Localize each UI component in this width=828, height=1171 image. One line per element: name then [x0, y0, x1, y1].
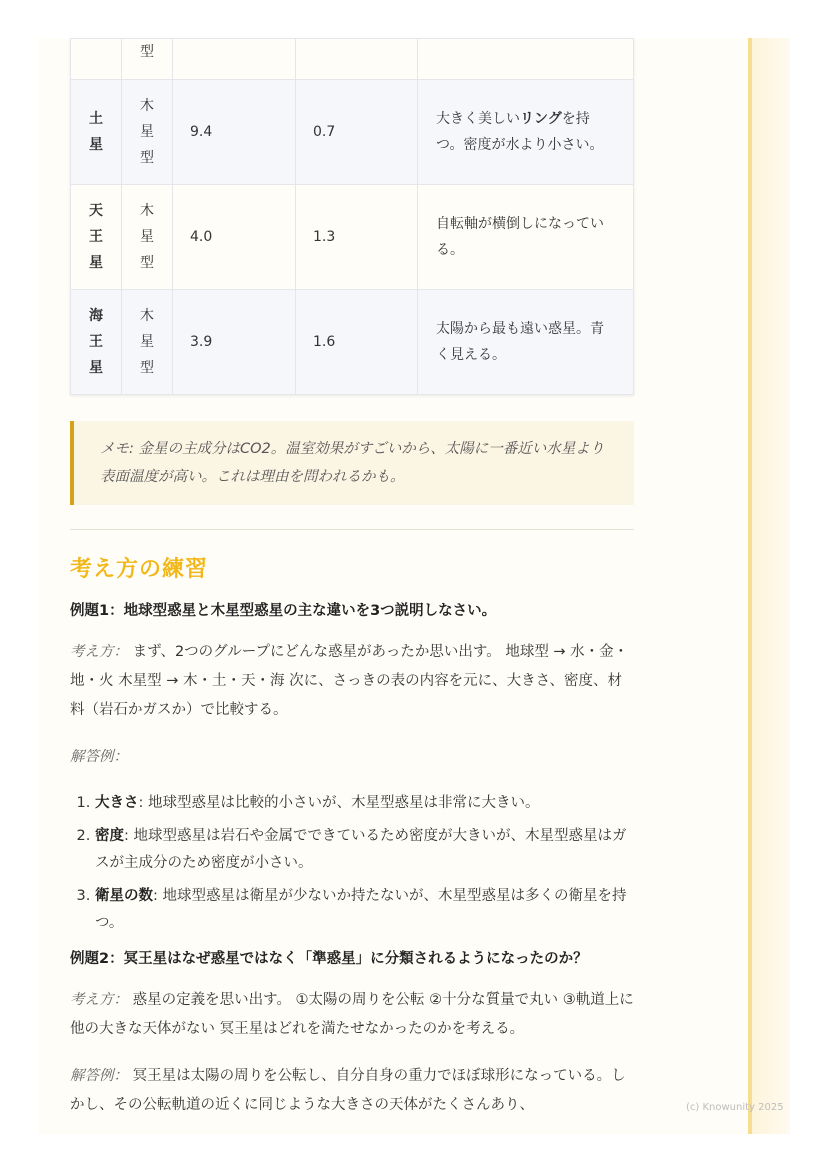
vertical-char: 星	[140, 334, 154, 350]
planet-name-cell	[71, 290, 122, 395]
planet-name-cell	[71, 39, 122, 80]
vertical-char: 星	[89, 137, 103, 153]
thinking-text: 惑星の定義を思い出す。 ①太陽の周りを公転 ②十分な質量で丸い ③軌道上に他の大きな天体がない 冥王星はどれを満たせなかったのかを考える。	[70, 992, 634, 1037]
diameter-cell	[173, 39, 296, 80]
table-row	[71, 290, 634, 395]
planet-name-cell	[71, 185, 122, 290]
answer-term: 大きさ	[95, 795, 139, 811]
feature-cell	[418, 39, 634, 80]
vertical-char: 星	[89, 360, 103, 376]
table-row	[71, 39, 634, 80]
planet-name-cell	[71, 80, 122, 185]
answer-text: : 地球型惑星は衛星が少ないか持たないが、木星型惑星は多くの衛星を持つ。	[95, 888, 627, 931]
example2-thinking	[70, 986, 634, 1044]
answer-term: 密度	[95, 828, 124, 844]
feature-cell	[418, 80, 634, 185]
planet-type-cell	[122, 80, 173, 185]
diameter-cell: 4.0	[173, 185, 296, 290]
planet-type	[122, 198, 172, 276]
density-cell	[296, 39, 418, 80]
vertical-char: 型	[140, 360, 154, 376]
planet-type-cell	[122, 185, 173, 290]
vertical-char: 海	[89, 308, 103, 324]
vertical-char: 木	[140, 98, 154, 114]
vertical-char: 星	[140, 124, 154, 140]
planet-type	[122, 93, 172, 171]
feature-cell: 自転軸が横倒しになっている。	[418, 185, 634, 290]
vertical-char: 王	[89, 229, 103, 245]
thinking-label: 考え方：	[70, 644, 128, 660]
answer-label: 解答例：	[70, 749, 128, 765]
diameter-cell: 3.9	[173, 290, 296, 395]
section-divider	[70, 529, 634, 530]
thinking-label: 考え方：	[70, 992, 128, 1008]
answer-list	[70, 790, 634, 937]
planet-name	[71, 106, 121, 158]
table-row	[71, 185, 634, 290]
density-cell: 1.6	[296, 290, 418, 395]
planet-name	[71, 198, 121, 276]
example2-title: 例題2：冥王星はなぜ惑星ではなく「準惑星」に分類されるようになったのか？	[70, 951, 588, 967]
vertical-char: 星	[89, 255, 103, 271]
example1-title: 例題1：地球型惑星と木星型惑星の主な違いを3つ説明しなさい。	[70, 603, 497, 619]
feature-text: を持つ。密度が水より小さい。	[436, 111, 604, 153]
document-page	[38, 38, 790, 1134]
vertical-char: 星	[140, 229, 154, 245]
example2-answer	[70, 1062, 634, 1120]
vertical-char: 型	[140, 255, 154, 271]
feature-text: 大きく美しい	[436, 111, 520, 127]
page-margin	[752, 38, 790, 1134]
section-heading: 考え方の練習	[70, 557, 209, 582]
memo-note: メモ: 金星の主成分はCO2。温室効果がすごいから、太陽に一番近い水星より表面温度が高い。これは理由を問われるかも。	[70, 421, 634, 505]
answer-text: : 地球型惑星は岩石や金属でできているため密度が大きいが、木星型惑星はガスが主成分のため密度が小さい。	[95, 828, 627, 871]
feature-bold-text: リング	[520, 111, 562, 127]
vertical-char: 王	[89, 334, 103, 350]
answer-text: : 地球型惑星は比較的小さいが、木星型惑星は非常に大きい。	[138, 795, 540, 811]
footer-credit: (c) Knowunity 2025	[686, 1102, 784, 1113]
example1-answer-label	[70, 743, 634, 772]
vertical-char: 木	[140, 203, 154, 219]
thinking-text: まず、2つのグループにどんな惑星があったか思い出す。 地球型 → 水・金・地・火 木星型 → 木・土・天・海 次に、さっきの表の内容を元に、大きさ、密度、材料（岩石かガスか）で比較する。	[70, 644, 629, 718]
answer-term: 衛星の数	[95, 888, 153, 904]
vertical-char: 木	[140, 308, 154, 324]
table-row	[71, 80, 634, 185]
planet-type-cell: 型	[122, 39, 173, 80]
list-item	[95, 823, 634, 877]
page-content	[70, 38, 634, 1120]
diameter-cell: 9.4	[173, 80, 296, 185]
vertical-char: 型	[140, 150, 154, 166]
feature-cell: 太陽から最も遠い惑星。青く見える。	[418, 290, 634, 395]
answer-text: 冥王星は太陽の周りを公転し、自分自身の重力でほぼ球形になっている。しかし、その公転軌道の近くに同じような大きさの天体がたくさんあり、	[70, 1068, 626, 1113]
example1-thinking	[70, 638, 634, 725]
planet-type	[122, 303, 172, 381]
list-item	[95, 790, 634, 817]
planet-type-cell	[122, 290, 173, 395]
density-cell: 1.3	[296, 185, 418, 290]
list-item	[95, 883, 634, 937]
planet-name	[71, 303, 121, 381]
vertical-char: 天	[89, 203, 103, 219]
vertical-char: 土	[89, 111, 103, 127]
density-cell: 0.7	[296, 80, 418, 185]
planet-comparison-table	[70, 38, 634, 395]
answer-label: 解答例：	[70, 1068, 128, 1084]
